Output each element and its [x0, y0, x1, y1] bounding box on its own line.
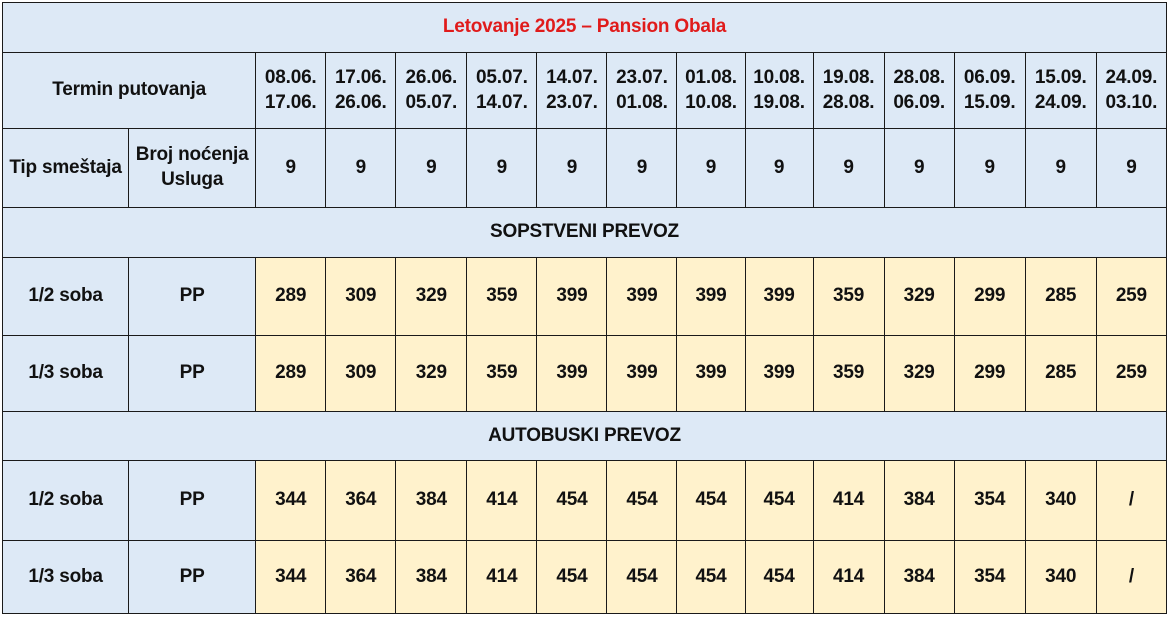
nights-row: [3, 129, 1167, 207]
price-cell: 364: [326, 461, 396, 540]
room-type: 1/2 soba: [3, 257, 129, 335]
price-cell: 364: [326, 540, 396, 613]
nights-value: 9: [607, 129, 677, 207]
section-row: [3, 207, 1167, 257]
price-cell: 399: [745, 257, 813, 335]
price-cell: 344: [256, 540, 326, 613]
table-title: Letovanje 2025 – Pansion Obala: [3, 3, 1167, 53]
price-cell: 454: [677, 461, 745, 540]
price-cell: 354: [954, 461, 1025, 540]
price-cell: 454: [745, 540, 813, 613]
term-to: 17.06.: [264, 91, 317, 113]
term-from: 28.08.: [893, 67, 945, 89]
term-to: 01.08.: [616, 91, 668, 113]
price-cell: 309: [326, 257, 396, 335]
nights-value: 9: [1096, 129, 1166, 207]
price-cell: 289: [256, 257, 326, 335]
price-cell: 454: [607, 461, 677, 540]
price-cell: 414: [813, 461, 884, 540]
term-dates: [1025, 53, 1096, 129]
tip-smestaja-label: Tip smeštaja: [3, 129, 129, 207]
room-type: 1/3 soba: [3, 540, 129, 613]
termin-label: Termin putovanja: [3, 53, 256, 129]
term-to: 26.06.: [334, 91, 387, 113]
term-to: 15.09.: [963, 91, 1016, 113]
term-dates: [256, 53, 326, 129]
section-row: [3, 412, 1167, 461]
usluga-label: Usluga: [161, 169, 224, 191]
price-cell: 414: [467, 461, 537, 540]
price-cell: 289: [256, 336, 326, 412]
price-cell: 414: [813, 540, 884, 613]
price-cell: 359: [813, 257, 884, 335]
section-title: SOPSTVENI PREVOZ: [3, 207, 1167, 257]
price-cell: 259: [1096, 336, 1166, 412]
term-from: 01.08.: [685, 67, 737, 89]
price-cell: /: [1096, 461, 1166, 540]
price-cell: 384: [396, 461, 467, 540]
price-cell: 399: [537, 336, 607, 412]
term-from: 24.09.: [1105, 67, 1158, 89]
table-row: [3, 257, 1167, 335]
nights-value: 9: [467, 129, 537, 207]
price-cell: 354: [954, 540, 1025, 613]
service-type: PP: [129, 540, 256, 613]
term-dates: [677, 53, 745, 129]
price-cell: 285: [1025, 336, 1096, 412]
term-from: 19.08.: [822, 67, 875, 89]
service-type: PP: [129, 336, 256, 412]
price-cell: 309: [326, 336, 396, 412]
price-cell: 454: [677, 540, 745, 613]
price-cell: 285: [1025, 257, 1096, 335]
table-row: [3, 336, 1167, 412]
price-cell: 259: [1096, 257, 1166, 335]
price-cell: 340: [1025, 461, 1096, 540]
nights-value: 9: [537, 129, 607, 207]
price-cell: 399: [607, 257, 677, 335]
nights-value: 9: [396, 129, 467, 207]
broj-nocenja-label: Broj noćenja: [135, 144, 249, 166]
term-from: 17.06.: [334, 67, 387, 89]
price-cell: 454: [537, 540, 607, 613]
term-to: 14.07.: [476, 91, 528, 113]
service-type: PP: [129, 461, 256, 540]
term-dates: [396, 53, 467, 129]
term-dates: [1096, 53, 1166, 129]
term-from: 05.07.: [476, 67, 528, 89]
term-dates: [745, 53, 813, 129]
term-from: 23.07.: [616, 67, 668, 89]
price-cell: /: [1096, 540, 1166, 613]
term-dates: [884, 53, 954, 129]
term-dates: [326, 53, 396, 129]
nights-value: 9: [954, 129, 1025, 207]
price-cell: 454: [745, 461, 813, 540]
term-dates: [467, 53, 537, 129]
price-cell: 454: [537, 461, 607, 540]
term-from: 26.06.: [405, 67, 458, 89]
price-cell: 384: [884, 540, 954, 613]
term-to: 24.09.: [1034, 91, 1087, 113]
price-cell: 329: [396, 257, 467, 335]
price-cell: 384: [396, 540, 467, 613]
price-cell: 399: [537, 257, 607, 335]
price-cell: 344: [256, 461, 326, 540]
nights-value: 9: [256, 129, 326, 207]
term-dates: [607, 53, 677, 129]
term-dates: [813, 53, 884, 129]
nights-value: 9: [884, 129, 954, 207]
price-cell: 299: [954, 257, 1025, 335]
price-cell: 340: [1025, 540, 1096, 613]
price-cell: 399: [677, 336, 745, 412]
table-row: [3, 461, 1167, 540]
price-cell: 359: [813, 336, 884, 412]
term-from: 15.09.: [1034, 67, 1087, 89]
table-row: [3, 540, 1167, 613]
term-row: [3, 53, 1167, 129]
nights-value: 9: [745, 129, 813, 207]
nights-value: 9: [1025, 129, 1096, 207]
term-to: 19.08.: [753, 91, 805, 113]
price-cell: 299: [954, 336, 1025, 412]
room-type: 1/2 soba: [3, 461, 129, 540]
room-type: 1/3 soba: [3, 336, 129, 412]
term-to: 05.07.: [405, 91, 458, 113]
section-title: AUTOBUSKI PREVOZ: [3, 412, 1167, 461]
term-from: 14.07.: [546, 67, 598, 89]
price-cell: 399: [745, 336, 813, 412]
price-cell: 359: [467, 336, 537, 412]
nights-value: 9: [326, 129, 396, 207]
broj-usluga-label: [129, 129, 256, 207]
price-cell: 329: [396, 336, 467, 412]
term-from: 06.09.: [963, 67, 1016, 89]
service-type: PP: [129, 257, 256, 335]
price-cell: 414: [467, 540, 537, 613]
price-cell: 359: [467, 257, 537, 335]
term-to: 06.09.: [893, 91, 945, 113]
term-to: 23.07.: [546, 91, 598, 113]
price-cell: 399: [677, 257, 745, 335]
nights-value: 9: [813, 129, 884, 207]
term-dates: [537, 53, 607, 129]
price-cell: 329: [884, 257, 954, 335]
price-cell: 329: [884, 336, 954, 412]
price-table: [2, 2, 1167, 614]
term-dates: [954, 53, 1025, 129]
price-cell: 399: [607, 336, 677, 412]
term-from: 08.06.: [264, 67, 317, 89]
term-to: 28.08.: [822, 91, 875, 113]
price-cell: 454: [607, 540, 677, 613]
nights-value: 9: [677, 129, 745, 207]
price-cell: 384: [884, 461, 954, 540]
term-from: 10.08.: [753, 67, 805, 89]
term-to: 10.08.: [685, 91, 737, 113]
title-row: [3, 3, 1167, 53]
term-to: 03.10.: [1105, 91, 1158, 113]
